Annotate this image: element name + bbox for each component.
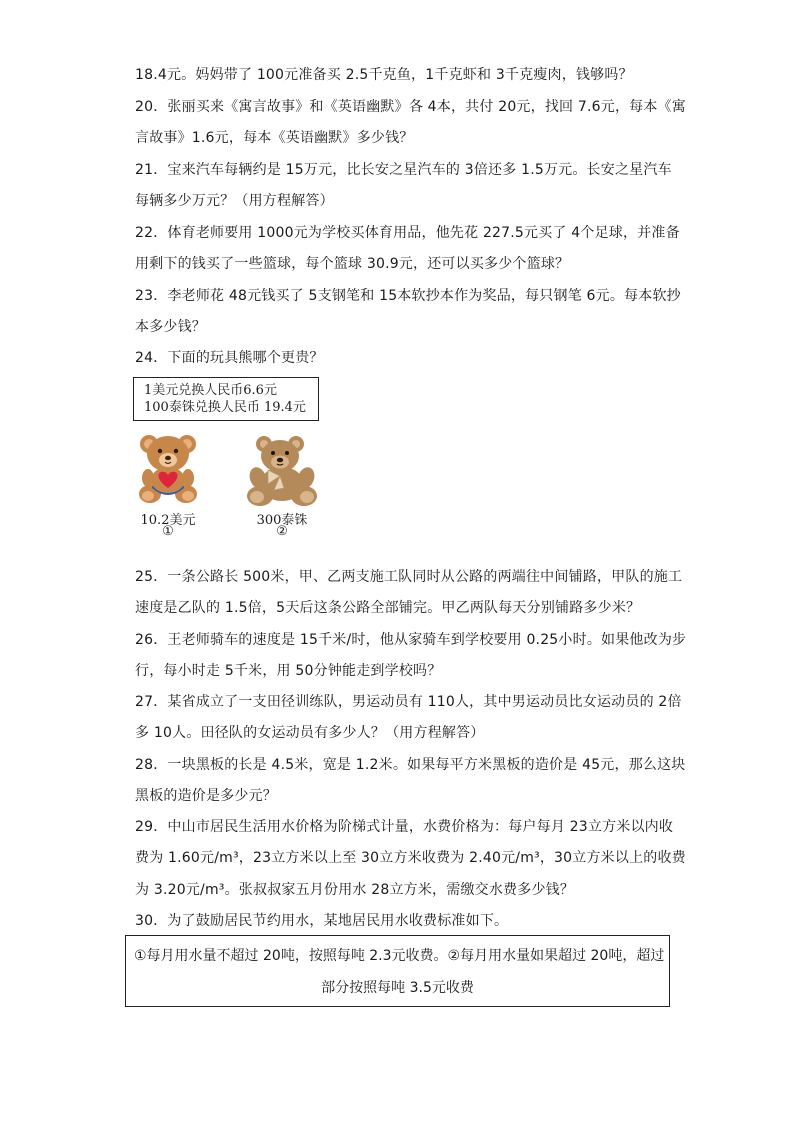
problem-27-line-1: 27．某省成立了一支田径训练队，男运动员有 110人，其中男运动员比女运动员的 2倍 xyxy=(135,694,682,710)
problem-19-continuation: 18.4元。妈妈带了 100元准备买 2.5千克鱼，1千克虾和 3千克瘦肉，钱够吗？ xyxy=(135,67,633,83)
problem-27-line-2: 多 10人。田径队的女运动员有多少人？（用方程解答） xyxy=(135,725,485,741)
water-fee-rule-line-2: 部分按照每吨 3.5元收费 xyxy=(321,980,474,996)
problem-23-line-1: 23．李老师花 48元钱买了 5支钢笔和 15本软抄本作为奖品，每只钢笔 6元。每本软抄 xyxy=(135,288,681,304)
exchange-rate-usd: 1美元兑换人民币6.6元 xyxy=(144,383,277,398)
problem-29-line-2: 费为 1.60元/m³，23立方米以上至 30立方米收费为 2.40元/m³，30立方米以上的收费 xyxy=(135,850,686,866)
problem-21-line-1: 21．宝来汽车每辆约是 15万元，比长安之星汽车的 3倍还多 1.5万元。长安之星汽车 xyxy=(135,162,672,178)
problem-29-line-3: 为 3.20元/m³。张叔叔家五月份用水 28立方米，需缴交水费多少钱？ xyxy=(135,882,575,898)
teddy-bear-plush-icon xyxy=(244,434,320,508)
problem-21-line-2: 每辆多少万元？（用方程解答） xyxy=(135,193,334,209)
problem-22-line-2: 用剩下的钱买了一些篮球，每个篮球 30.9元，还可以买多少个篮球？ xyxy=(135,256,570,272)
problem-24-line-1: 24．下面的玩具熊哪个更贵？ xyxy=(135,350,324,366)
problem-30-line-1: 30．为了鼓励居民节约用水，某地居民用水收费标准如下。 xyxy=(135,913,509,929)
exchange-rate-box xyxy=(133,377,319,421)
problem-29-line-1: 29．中山市居民生活用水价格为阶梯式计量，水费价格为：每户每月 23立方米以内收 xyxy=(135,819,674,835)
problem-25-line-2: 速度是乙队的 1.5倍，5天后这条公路全部铺完。甲乙两队每天分别铺路多少米？ xyxy=(135,600,641,616)
problem-26-line-1: 26．王老师骑车的速度是 15千米/时，他从家骑车到学校要用 0.25小时。如果他改为步 xyxy=(135,632,687,648)
toy-1-price: 10.2美元 xyxy=(140,513,196,528)
problem-25-line-1: 25．一条公路长 500米，甲、乙两支施工队同时从公路的两端往中间铺路，甲队的施工 xyxy=(135,569,683,585)
exchange-rate-thb: 100泰铢兑换人民币 19.4元 xyxy=(144,400,306,415)
problem-28-line-2: 黑板的造价是多少元？ xyxy=(135,788,277,804)
toy-2-price: 300泰铢 xyxy=(256,513,308,528)
problem-23-line-2: 本多少钱？ xyxy=(135,319,206,335)
problem-26-line-2: 行，每小时走 5千米，用 50分钟能走到学校吗？ xyxy=(135,663,442,679)
problem-28-line-1: 28．一块黑板的长是 4.5米，宽是 1.2米。如果每平方米黑板的造价是 45元，那么这块 xyxy=(135,757,686,773)
problem-22-line-1: 22．体育老师要用 1000元为学校买体育用品，他先花 227.5元买了 4个足球，并准备 xyxy=(135,225,680,241)
water-fee-rule-box xyxy=(125,935,670,1007)
teddy-bear-heart-icon xyxy=(136,432,200,506)
water-fee-rule-line-1: ①每月用水量不超过 20吨，按照每吨 2.3元收费。②每月用水量如果超过 20吨，超过 xyxy=(134,948,665,964)
problem-20-line-1: 20．张丽买来《寓言故事》和《英语幽默》各 4本，共付 20元，找回 7.6元，每本《寓 xyxy=(135,99,686,115)
toy-1-number: ① xyxy=(162,524,174,539)
problem-20-line-2: 言故事》1.6元，每本《英语幽默》多少钱？ xyxy=(135,130,414,146)
toy-2-number: ② xyxy=(276,524,288,539)
